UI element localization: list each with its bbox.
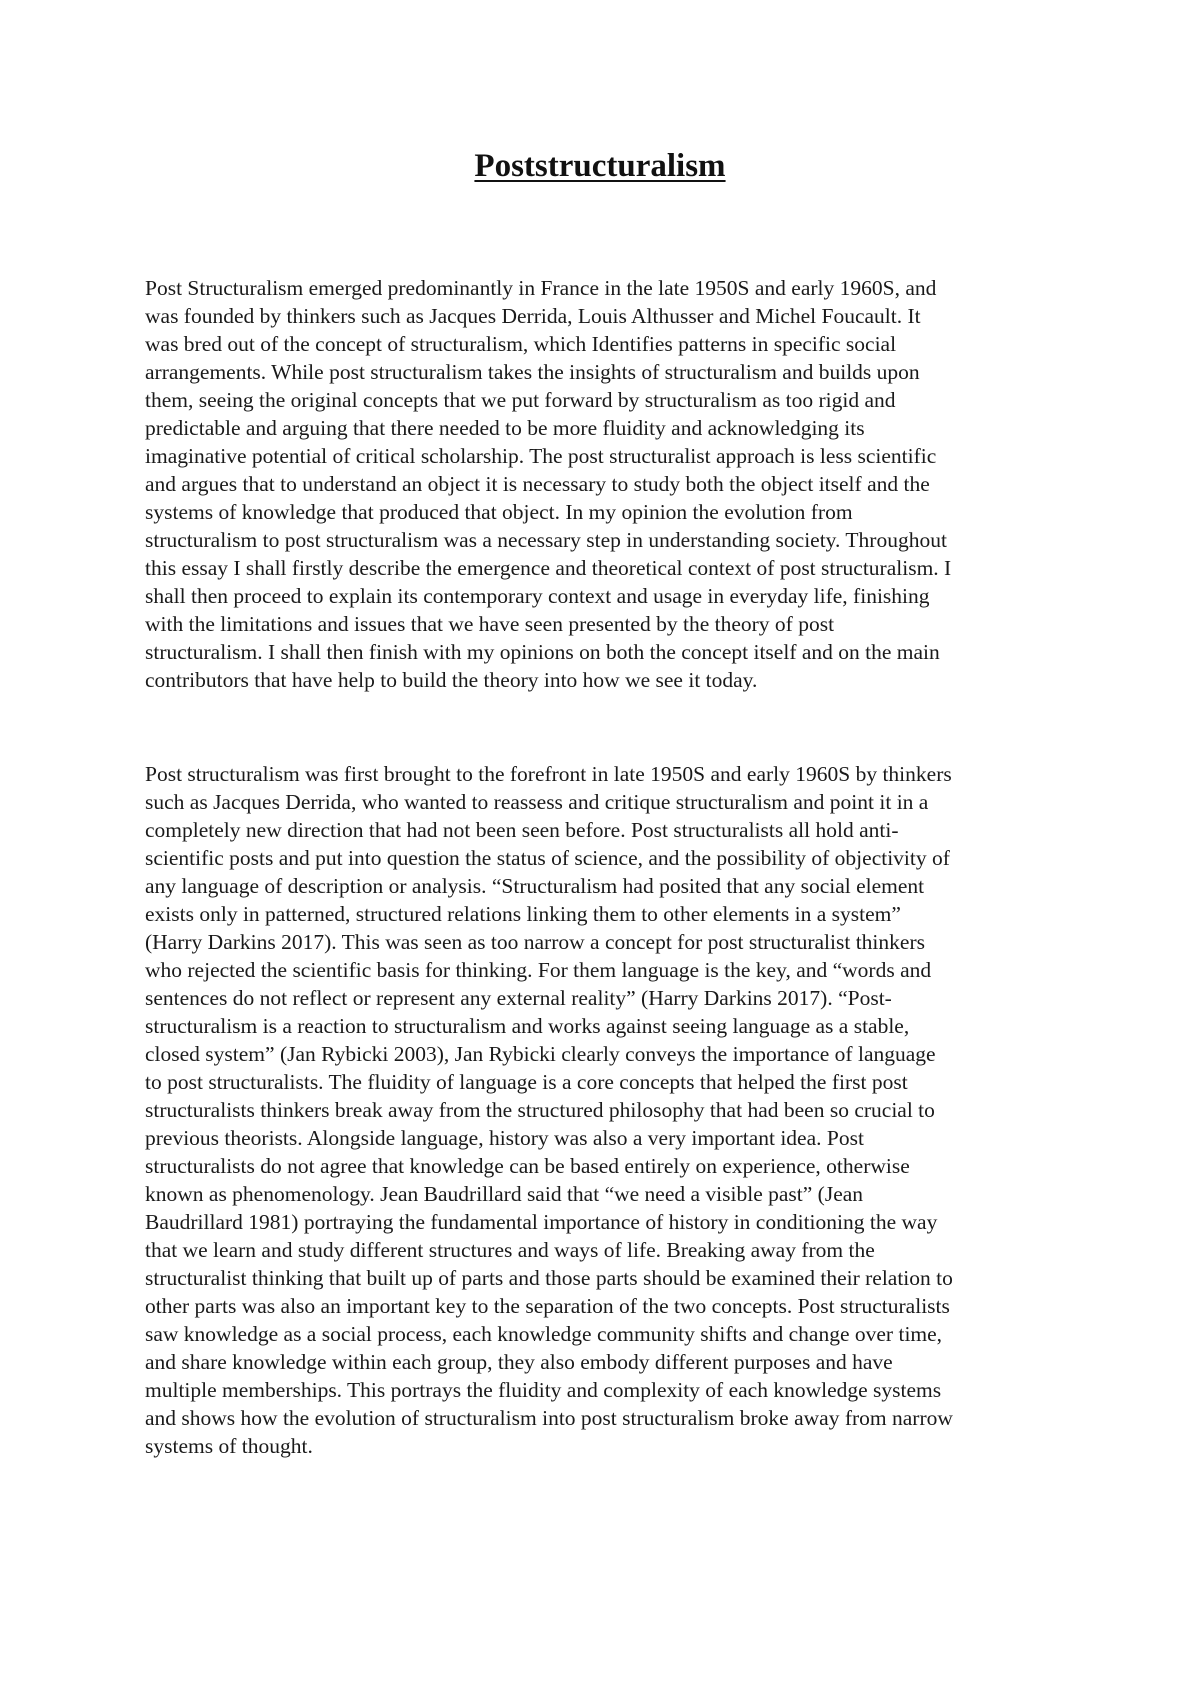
paragraph-line: with the limitations and issues that we have seen presented by the theory of post	[145, 612, 835, 636]
paragraph-line: and shows how the evolution of structuralism into post structuralism broke away from narrow	[145, 1406, 953, 1430]
paragraph-line: Post Structuralism emerged predominantly in France in the late 1950S and early 1960S, and	[145, 276, 937, 300]
paragraph-line: other parts was also an important key to the separation of the two concepts. Post structuralists	[145, 1294, 950, 1318]
paragraph-line: and share knowledge within each group, they also embody different purposes and have	[145, 1350, 893, 1374]
paragraph-line: predictable and arguing that there needed to be more fluidity and acknowledging its	[145, 416, 865, 440]
paragraph-line: imaginative potential of critical scholarship. The post structuralist approach is less scientific	[145, 444, 937, 468]
paragraph-line: sentences do not reflect or represent any external reality” (Harry Darkins 2017). “Post-	[145, 986, 892, 1010]
paragraph-line: was founded by thinkers such as Jacques Derrida, Louis Althusser and Michel Foucault. It	[145, 304, 921, 328]
paragraph-line: known as phenomenology. Jean Baudrillard said that “we need a visible past” (Jean	[145, 1182, 864, 1206]
paragraph-line: structuralism. I shall then finish with my opinions on both the concept itself and on the main	[145, 640, 940, 664]
paragraph-line: systems of thought.	[145, 1434, 313, 1458]
paragraph-line: structuralists do not agree that knowledge can be based entirely on experience, otherwise	[145, 1154, 910, 1178]
paragraph-introduction	[145, 274, 1075, 694]
paragraph-line: systems of knowledge that produced that object. In my opinion the evolution from	[145, 500, 853, 524]
paragraph-line: that we learn and study different structures and ways of life. Breaking away from the	[145, 1238, 875, 1262]
paragraph-line: this essay I shall firstly describe the emergence and theoretical context of post structuralism. I	[145, 556, 952, 580]
paragraph-line: exists only in patterned, structured relations linking them to other elements in a system”	[145, 902, 901, 926]
paragraph-line: them, seeing the original concepts that we put forward by structuralism as too rigid and	[145, 388, 896, 412]
paragraph-line: multiple memberships. This portrays the fluidity and complexity of each knowledge systems	[145, 1378, 942, 1402]
paragraph-line: closed system” (Jan Rybicki 2003), Jan Rybicki clearly conveys the importance of language	[145, 1042, 936, 1066]
paragraph-line: structuralists thinkers break away from the structured philosophy that had been so crucial to	[145, 1098, 935, 1122]
paragraph-line: scientific posts and put into question the status of science, and the possibility of objectivity of	[145, 846, 950, 870]
paragraph-line: arrangements. While post structuralism takes the insights of structuralism and builds upon	[145, 360, 920, 384]
paragraph-line: saw knowledge as a social process, each knowledge community shifts and change over time,	[145, 1322, 943, 1346]
paragraph-line: Baudrillard 1981) portraying the fundamental importance of history in conditioning the way	[145, 1210, 938, 1234]
paragraph-line: shall then proceed to explain its contemporary context and usage in everyday life, finishing	[145, 584, 930, 608]
paragraph-line: who rejected the scientific basis for thinking. For them language is the key, and “words and	[145, 958, 932, 982]
paragraph-line: was bred out of the concept of structuralism, which Identifies patterns in specific social	[145, 332, 897, 356]
document-title: Poststructuralism	[474, 148, 726, 184]
paragraph-line: structuralism is a reaction to structuralism and works against seeing language as a stable,	[145, 1014, 910, 1038]
paragraph-emergence	[145, 760, 1075, 1460]
paragraph-line: (Harry Darkins 2017). This was seen as too narrow a concept for post structuralist thinkers	[145, 930, 925, 954]
paragraph-line: Post structuralism was first brought to the forefront in late 1950S and early 1960S by thinkers	[145, 762, 952, 786]
paragraph-line: such as Jacques Derrida, who wanted to reassess and critique structuralism and point it in a	[145, 790, 929, 814]
paragraph-line: any language of description or analysis. “Structuralism had posited that any social element	[145, 874, 925, 898]
paragraph-line: structuralism to post structuralism was a necessary step in understanding society. Throughout	[145, 528, 947, 552]
paragraph-line: completely new direction that had not been seen before. Post structuralists all hold anti-	[145, 818, 899, 842]
paragraph-line: structuralist thinking that built up of parts and those parts should be examined their relation to	[145, 1266, 953, 1290]
paragraph-line: and argues that to understand an object it is necessary to study both the object itself and the	[145, 472, 930, 496]
paragraph-line: to post structuralists. The fluidity of language is a core concepts that helped the first post	[145, 1070, 908, 1094]
paragraph-line: contributors that have help to build the theory into how we see it today.	[145, 668, 758, 692]
paragraph-line: previous theorists. Alongside language, history was also a very important idea. Post	[145, 1126, 864, 1150]
